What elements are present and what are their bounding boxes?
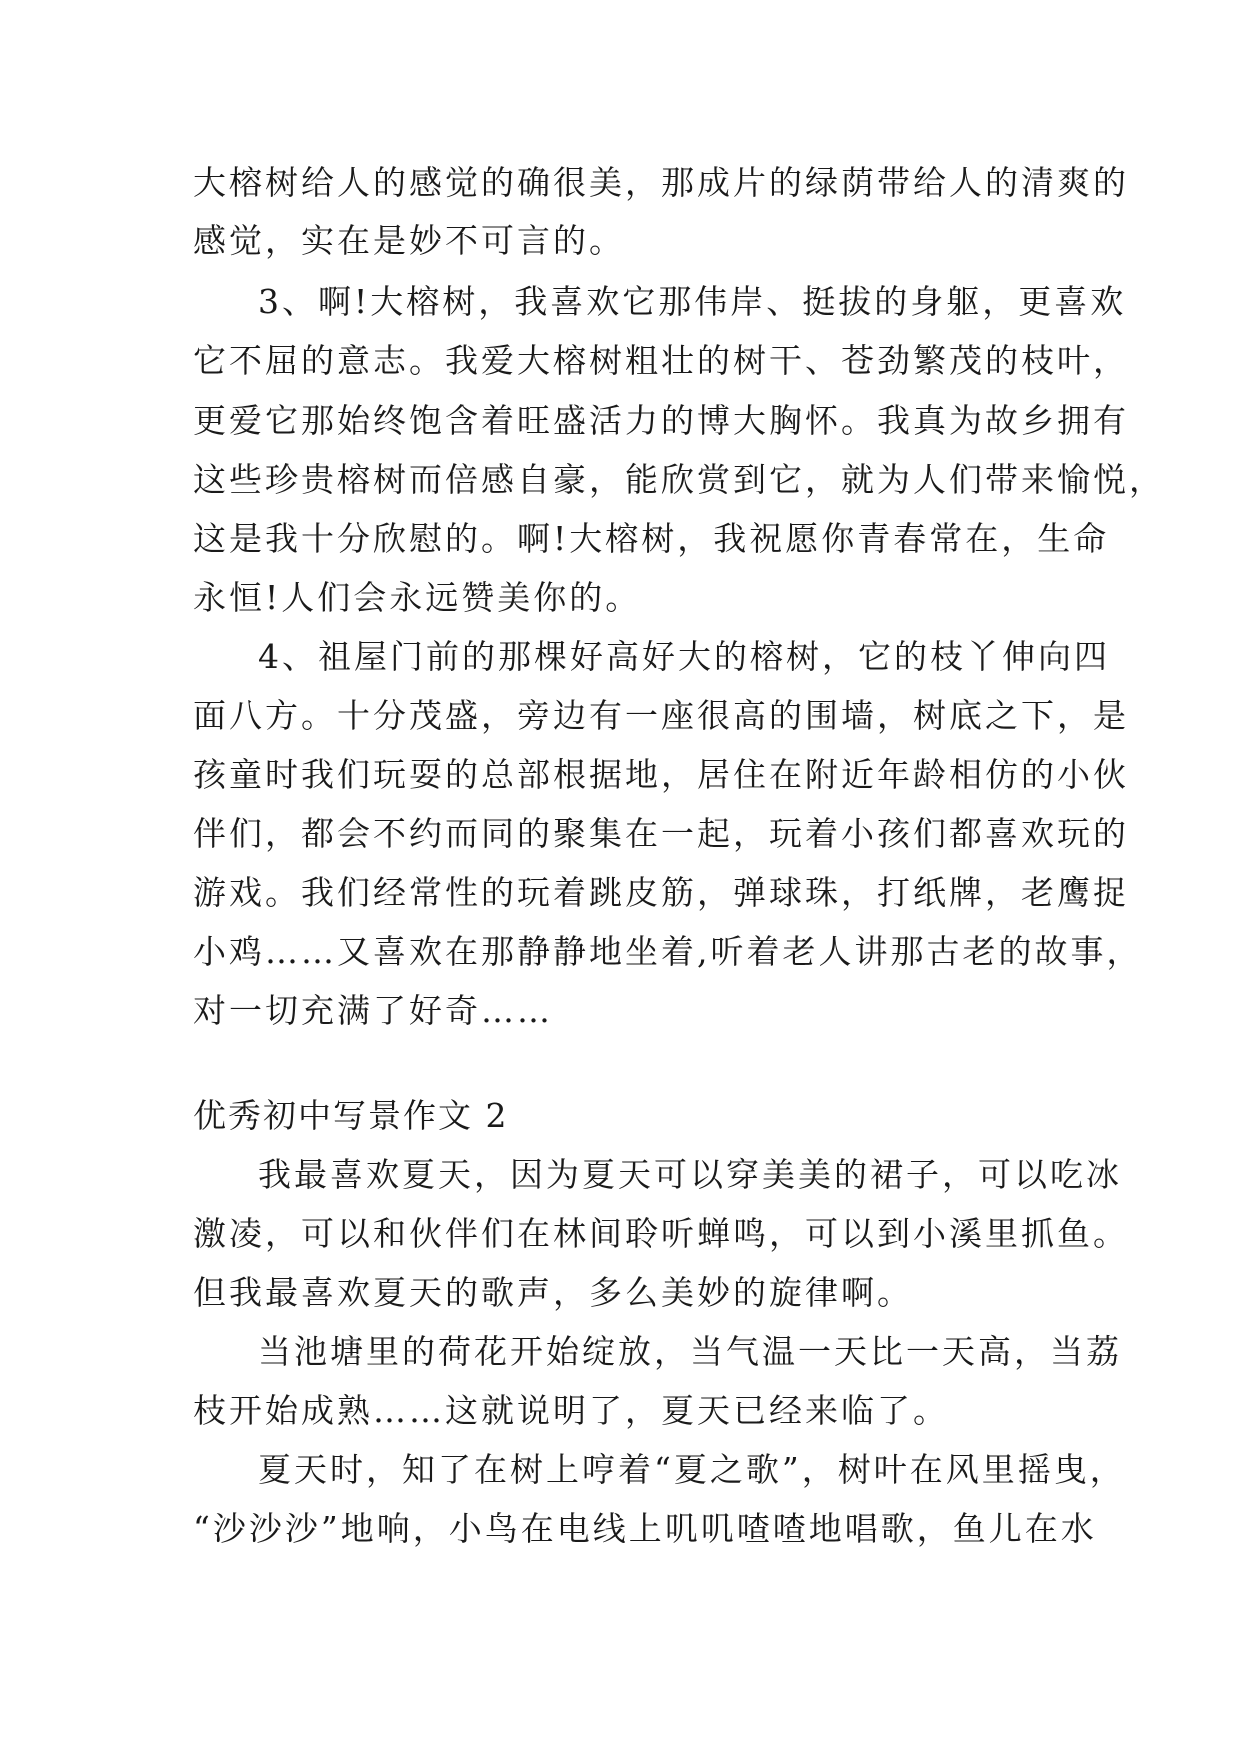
paragraph-line: “沙沙沙”地响，小鸟在电线上叽叽喳喳地唱歌，鱼儿在水 (193, 1509, 1097, 1548)
paragraph-line: 夏天时，知了在树上哼着“夏之歌”，树叶在风里摇曳， (258, 1450, 1126, 1489)
paragraph-line: 但我最喜欢夏天的歌声，多么美妙的旋律啊。 (193, 1273, 913, 1312)
section-heading: 优秀初中写景作文 2 (193, 1096, 509, 1135)
paragraph-line: 3、啊!大榕树，我喜欢它那伟岸、挺拔的身躯，更喜欢 (258, 282, 1127, 321)
paragraph-line: 面八方。十分茂盛，旁边有一座很高的围墙，树底之下，是 (193, 696, 1129, 735)
paragraph-line: 这是我十分欣慰的。啊!大榕树，我祝愿你青春常在，生命 (193, 519, 1110, 558)
paragraph-line: 4、祖屋门前的那棵好高好大的榕树，它的枝丫伸向四 (258, 637, 1110, 676)
paragraph-line: 枝开始成熟……这就说明了，夏天已经来临了。 (193, 1391, 949, 1430)
paragraph-line: 它不屈的意志。我爱大榕树粗壮的树干、苍劲繁茂的枝叶， (193, 341, 1129, 380)
paragraph-line: 对一切充满了好奇…… (193, 991, 553, 1030)
paragraph-line: 孩童时我们玩耍的总部根据地，居住在附近年龄相仿的小伙 (193, 755, 1129, 794)
paragraph-line: 感觉，实在是妙不可言的。 (193, 221, 625, 260)
paragraph-line: 激凌，可以和伙伴们在林间聆听蝉鸣，可以到小溪里抓鱼。 (193, 1214, 1129, 1253)
paragraph-line: 更爱它那始终饱含着旺盛活力的博大胸怀。我真为故乡拥有 (193, 401, 1129, 440)
paragraph-line: 当池塘里的荷花开始绽放，当气温一天比一天高，当荔 (258, 1332, 1122, 1371)
paragraph-line: 我最喜欢夏天，因为夏天可以穿美美的裙子，可以吃冰 (258, 1155, 1122, 1194)
paragraph-line: 伴们，都会不约而同的聚集在一起，玩着小孩们都喜欢玩的 (193, 814, 1129, 853)
paragraph-line: 永恒!人们会永远赞美你的。 (193, 578, 642, 617)
paragraph-line: 游戏。我们经常性的玩着跳皮筋，弹球珠，打纸牌，老鹰捉 (193, 873, 1129, 912)
paragraph-line: 这些珍贵榕树而倍感自豪，能欣赏到它，就为人们带来愉悦， (193, 460, 1165, 499)
paragraph-line: 大榕树给人的感觉的确很美，那成片的绿荫带给人的清爽的 (193, 163, 1129, 202)
paragraph-line: 小鸡……又喜欢在那静静地坐着,听着老人讲那古老的故事， (193, 932, 1143, 971)
